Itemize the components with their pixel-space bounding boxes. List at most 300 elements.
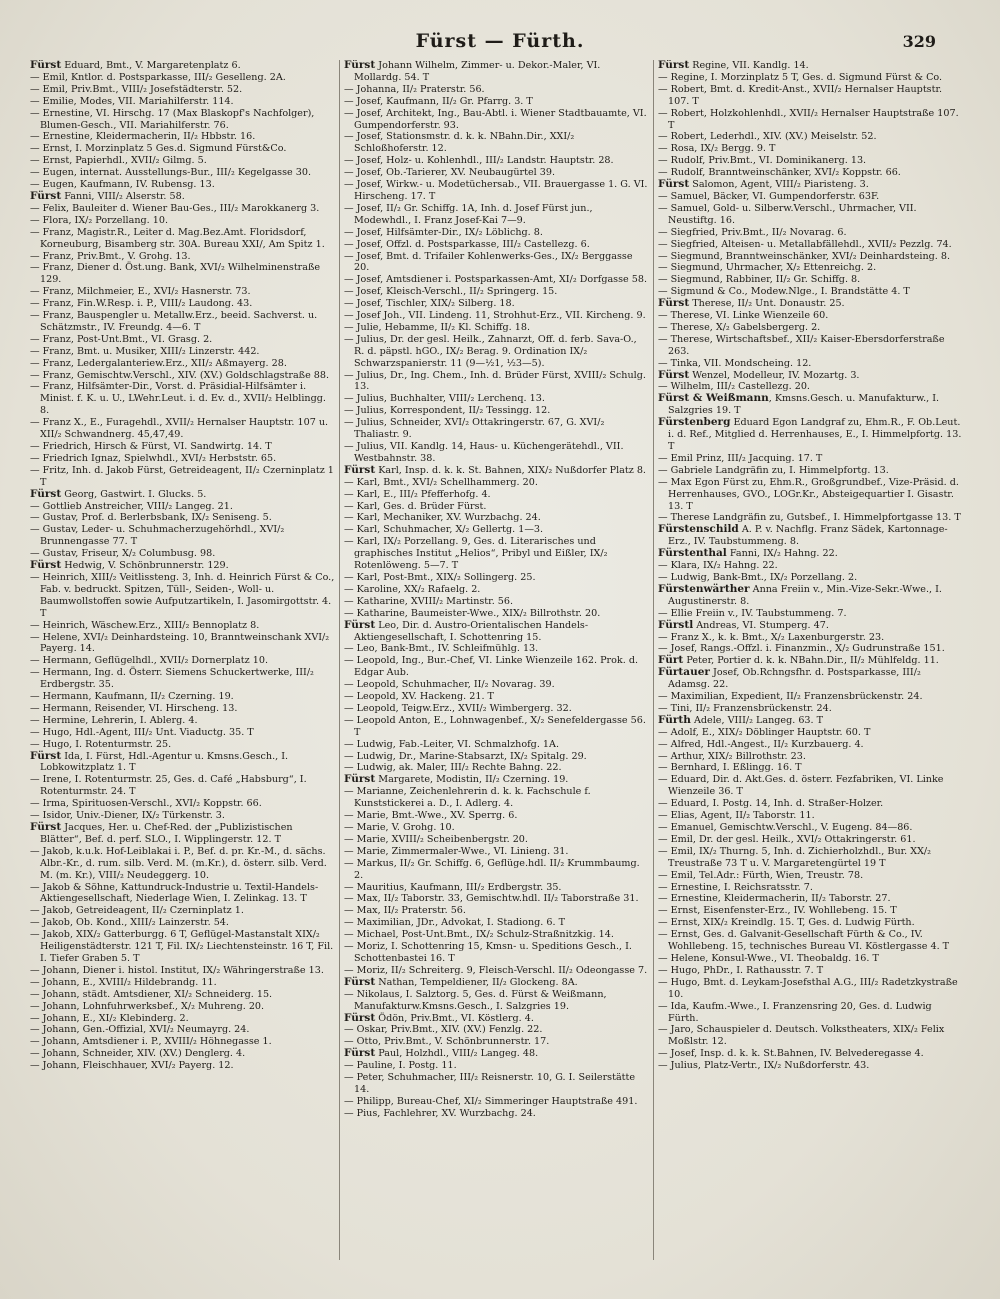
entry-text: — Josef, Architekt, Ing., Bau-Abtl. i. Wiener Stadtbauamte, VI. Gumpendorferstr. 93.	[344, 107, 647, 131]
directory-entry	[30, 739, 335, 751]
entry-text: — Gustav, Friseur, X/₂ Columbusg. 98.	[30, 548, 216, 560]
entry-text: — Friedrich Ignaz, Spielwhdl., XVI/₂ Herbststr. 65.	[30, 452, 277, 464]
directory-entry	[30, 620, 335, 632]
directory-entry	[30, 84, 335, 96]
directory-entry	[30, 703, 335, 715]
directory-entry	[344, 917, 649, 929]
entry-text: — Robert, Holzkohlenhdl., XVII/₂ Hernalser Hauptstraße 107. T	[658, 107, 959, 131]
directory-entry	[658, 1001, 964, 1025]
entry-text: — Leo, Bank-Bmt., IV. Schleifmühlg. 13.	[344, 643, 539, 655]
entry-text: — Josef, Bmt. d. Trifailer Kohlenwerks-Ges., IX/₂ Berggasse 20.	[344, 250, 633, 274]
entry-text: — Leopold, Teigw.Erz., XVII/₂ Wimbergerg. 32.	[344, 702, 572, 714]
entry-text: — Bernhard, I. Eßlingg. 16. T	[658, 762, 802, 774]
directory-entry	[344, 679, 649, 691]
directory-entry	[344, 715, 649, 739]
directory-entry	[658, 810, 964, 822]
directory-entry	[658, 108, 964, 132]
directory-entry	[344, 1036, 649, 1048]
entry-text: Karl, Insp. d. k. k. St. Bahnen, XIX/₂ Nußdorfer Platz 8.	[375, 464, 646, 476]
entry-text: Ida, I. Fürst, Hdl.-Agentur u. Kmsns.Gesch., I. Lobkowitzplatz 1. T	[40, 750, 289, 774]
entry-text: — Ernst, Papierhdl., XVII/₂ Gilmg. 5.	[30, 155, 207, 167]
entry-text: — Max Egon Fürst zu, Ehm.R., Großgrundbef., Vize-Präsid. d. Herrenhauses, GVO., LOGr.Kr., Absteigequartier I. Gisastr. 13. T	[658, 476, 959, 512]
entry-text: — Michael, Post-Unt.Bmt., IX/₂ Schulz-Straßnitzkig. 14.	[344, 929, 614, 941]
entry-text: — Hermann, Ing. d. Österr. Siemens Schuckertwerke, III/₂ Erdbergstr. 35.	[30, 667, 314, 691]
entry-surname: Fürstenberg	[658, 416, 731, 429]
entry-text: — Samuel, Gold- u. Silberw.Verschl., Uhrmacher, VII. Neustiftg. 16.	[658, 202, 917, 226]
entry-text: — Julius, Korrespondent, II/₂ Tessingg. 12.	[344, 405, 551, 417]
directory-entry	[344, 405, 649, 417]
directory-entry	[658, 560, 964, 572]
entry-text: — Emilie, Modes, VII. Mariahilferstr. 114.	[30, 95, 234, 107]
directory-entry	[344, 1013, 649, 1025]
entry-text: — Franz, Gemischtw.Verschl., XIV. (XV.) Goldschlagstraße 88.	[30, 369, 330, 381]
entry-text: — Therese Landgräfin zu, Gutsbef., I. Himmelpfortgasse 13. T	[658, 512, 961, 524]
entry-text: — Josef, Kaufmann, II/₂ Gr. Pfarrg. 3. T	[344, 95, 533, 107]
entry-text: — Felix, Bauleiter d. Wiener Bau-Ges., III/₂ Marokkanerg 3.	[30, 202, 320, 214]
entry-text: — Otto, Priv.Bmt., V. Schönbrunnerstr. 17.	[344, 1036, 550, 1048]
column-middle	[340, 60, 654, 1260]
directory-entry	[344, 334, 649, 370]
directory-entry	[344, 203, 649, 227]
entry-text: — Julie, Hebamme, II/₂ Kl. Schiffg. 18.	[344, 321, 531, 333]
directory-entry	[344, 762, 649, 774]
directory-entry	[30, 227, 335, 251]
directory-entry	[344, 572, 649, 584]
entry-text: — Julius, Buchhalter, VIII/₂ Lerchenq. 13.	[344, 393, 545, 405]
directory-entry	[658, 1024, 964, 1048]
entry-text: — Josef, II/₂ Gr. Schiffg. 1A, Inh. d. Josef Fürst jun., Modewhdl., I. Franz Josef-Kai 7—9.	[344, 202, 593, 226]
directory-entry	[658, 370, 964, 382]
entry-text: — Ernst, Eisenfenster-Erz., IV. Wohllebeng. 15. T	[658, 905, 897, 917]
entry-text: — Marie, XVIII/₂ Scheibenbergstr. 20.	[344, 833, 528, 845]
entry-text: — Karoline, XX/₂ Rafaelg. 2.	[344, 583, 481, 595]
entry-text: — Karl, E., III/₂ Pfefferhofg. 4.	[344, 488, 491, 500]
entry-text: — Gustav, Leder- u. Schuhmacherzugehörhdl., XVI/₂ Brunnengasse 77. T	[30, 524, 285, 548]
entry-text: — Marie, V. Grohg. 10.	[344, 822, 455, 833]
entry-text: — Johann, Lohnfuhrwerksbef., X/₂ Muhreng. 20.	[30, 1000, 265, 1012]
directory-entry	[344, 501, 649, 513]
directory-columns	[26, 60, 968, 1260]
entry-text: Nathan, Tempeldiener, II/₂ Glockeng. 8A.	[375, 976, 578, 988]
entry-text: — Irma, Spirituosen-Verschl., XVI/₂ Koppstr. 66.	[30, 798, 262, 810]
directory-entry	[30, 798, 335, 810]
entry-text: — Siegmund, Rabbiner, II/₂ Gr. Schiffg. 8.	[658, 274, 861, 286]
directory-entry	[30, 251, 335, 263]
entry-text: — Josef, Tischler, XIX/₂ Silberg. 18.	[344, 298, 515, 310]
entry-text: — Johanna, II/₂ Praterstr. 56.	[344, 83, 485, 95]
entry-text: — Eugen, Kaufmann, IV. Rubensg. 13.	[30, 179, 215, 191]
entry-surname: Fürt	[658, 654, 684, 667]
entry-text: — Siegmund, Uhrmacher, X/₂ Ettenreichg. 2.	[658, 262, 877, 274]
directory-entry	[658, 298, 964, 310]
directory-entry	[30, 370, 335, 382]
entry-text: — Therese, VI. Linke Wienzeile 60.	[658, 310, 829, 322]
directory-entry	[344, 179, 649, 203]
entry-text: — Jaro, Schauspieler d. Deutsch. Volkstheaters, XIX/₂ Felix Moßlstr. 12.	[658, 1024, 945, 1048]
entry-text: — Emanuel, Gemischtw.Verschl., V. Eugeng. 84—86.	[658, 822, 913, 833]
directory-entry	[658, 977, 964, 1001]
entry-text: — Elias, Agent, II/₂ Taborstr. 11.	[658, 810, 815, 822]
entry-text: — Emil, Kntlor. d. Postsparkasse, III/₂ Geselleng. 2A.	[30, 71, 286, 83]
directory-entry	[658, 929, 964, 953]
entry-text: — Johann, Fleischhauer, XVI/₂ Payerg. 12.	[30, 1060, 234, 1072]
entry-text: — Maximilian, Expedient, II/₂ Franzensbrückenstr. 24.	[658, 691, 923, 703]
directory-entry	[658, 310, 964, 322]
entry-text: — Josef, Holz- u. Kohlenhdl., III/₂ Landstr. Hauptstr. 28.	[344, 155, 614, 167]
directory-entry	[658, 715, 964, 727]
entry-text: — Regine, I. Morzinplatz 5 T, Ges. d. Sigmund Fürst & Co.	[658, 71, 943, 83]
directory-entry	[30, 381, 335, 417]
directory-entry	[658, 965, 964, 977]
entry-text: — Emil Prinz, III/₂ Jacquing. 17. T	[658, 452, 823, 464]
directory-entry	[30, 667, 335, 691]
directory-entry	[30, 524, 335, 548]
directory-entry	[30, 346, 335, 358]
directory-entry	[344, 822, 649, 834]
entry-text: — Marie, Bmt.-Wwe., XV. Sperrg. 6.	[344, 810, 518, 822]
entry-text: — Eduard, I. Postg. 14, Inh. d. Straßer-Holzer.	[658, 798, 884, 810]
entry-text: — Ellie Freiin v., IV. Taubstummeng. 7.	[658, 607, 847, 619]
directory-entry	[658, 227, 964, 239]
directory-entry	[344, 858, 649, 882]
entry-text: — Helene, XVI/₂ Deinhardsteing. 10, Branntweinschank XVI/₂ Payerg. 14.	[30, 631, 330, 655]
entry-surname: Fürst	[658, 178, 690, 191]
directory-entry	[344, 596, 649, 608]
entry-text: Margarete, Modistin, II/₂ Czerning. 19.	[375, 774, 569, 786]
directory-entry	[30, 715, 335, 727]
entry-text: — Markus, II/₂ Gr. Schiffg. 6, Geflüge.hdl. II/₂ Krummbaumg. 2.	[344, 857, 640, 881]
directory-entry	[658, 1048, 964, 1060]
directory-entry	[658, 739, 964, 751]
directory-entry	[344, 1072, 649, 1096]
directory-entry	[344, 882, 649, 894]
entry-text: — Irene, I. Rotenturmstr. 25, Ges. d. Café „Habsburg“, I. Rotenturmstr. 24. T	[30, 774, 307, 798]
entry-surname: Fürstl	[658, 618, 694, 631]
entry-text: — Adolf, E., XIX/₂ Döblinger Hauptstr. 60. T	[658, 726, 871, 738]
directory-entry	[658, 608, 964, 620]
entry-text: — Eugen, internat. Ausstellungs-Bur., III/₂ Kegelgasse 30.	[30, 167, 312, 179]
directory-entry	[344, 703, 649, 715]
entry-text: — Isidor, Univ.-Diener, IX/₂ Türkenstr. 3.	[30, 810, 225, 822]
entry-text: — Johann, Schneider, XIV. (XV.) Denglerg. 4.	[30, 1048, 246, 1060]
directory-entry	[30, 905, 335, 917]
directory-entry	[30, 548, 335, 560]
entry-text: — Marie, Zimmermaler-Wwe., VI. Linieng. 31.	[344, 845, 569, 857]
entry-text: Andreas, VI. Stumperg. 47.	[693, 619, 829, 631]
entry-text: — Jakob, Ob. Kond., XIII/₂ Lainzerstr. 54.	[30, 917, 229, 929]
directory-entry	[344, 691, 649, 703]
entry-surname: Fürst	[30, 821, 62, 833]
directory-entry	[30, 60, 335, 72]
entry-text: — Samuel, Bäcker, VI. Gumpendorferstr. 63F.	[658, 190, 880, 202]
entry-text: Regine, VII. Kandlg. 14.	[689, 60, 809, 71]
directory-entry	[658, 584, 964, 608]
directory-entry	[30, 1024, 335, 1036]
entry-text: — Ernestine, VI. Hirschg. 17 (Max Blaskopf's Nachfolger), Blumen-Gesch., VII. Mariahilferstr. 76.	[30, 107, 315, 131]
directory-entry	[658, 191, 964, 203]
directory-entry	[30, 1001, 335, 1013]
entry-surname: Fürst	[344, 773, 376, 786]
entry-text: — Friedrich, Hirsch & Fürst, VI. Sandwirtg. 14. T	[30, 441, 272, 452]
entry-surname: Fürst	[30, 189, 62, 202]
entry-text: — Jakob & Söhne, Kattundruck-Industrie u. Textil-Handels-Aktiengesellschaft, Niederlage Wien, I. Zelinkag. 13. T	[30, 881, 319, 905]
directory-entry	[658, 393, 964, 417]
directory-entry	[658, 334, 964, 358]
directory-entry	[344, 393, 649, 405]
entry-text: — Hugo, Bmt. d. Leykam-Josefsthal A.G., III/₂ Radetzkystraße 10.	[658, 976, 958, 1000]
directory-entry	[30, 96, 335, 108]
directory-entry	[30, 1036, 335, 1048]
directory-entry	[658, 667, 964, 691]
directory-entry	[344, 298, 649, 310]
directory-entry	[344, 655, 649, 679]
directory-entry	[30, 262, 335, 286]
entry-text: — Franz, Magistr.R., Leiter d. Mag.Bez.Amt. Floridsdorf, Korneuburg, Bisamberg str. 30A. Bureau XXI/, Am Spitz 1.	[30, 226, 325, 250]
directory-entry	[344, 846, 649, 858]
directory-entry	[658, 691, 964, 703]
directory-entry	[30, 203, 335, 215]
entry-surname: Fürst	[658, 60, 690, 71]
directory-entry	[658, 179, 964, 191]
directory-entry	[30, 155, 335, 167]
entry-text: — Hermann, Kaufmann, II/₂ Czerning. 19.	[30, 691, 234, 703]
directory-entry	[344, 739, 649, 751]
entry-surname: Fürstenthal	[658, 547, 727, 560]
entry-text: , Kmsns.Gesch. u. Manufakturw., I. Salzgries 19. T	[668, 393, 940, 417]
directory-entry	[658, 322, 964, 334]
directory-entry	[344, 512, 649, 524]
entry-text: — Moriz, II/₂ Schreiterg. 9, Fleisch-Verschl. II/₂ Odeongasse 7.	[344, 964, 648, 976]
entry-text: — Franz, Bmt. u. Musiker, XIII/₂ Linzerstr. 442.	[30, 345, 260, 357]
entry-text: — Ernestine, I. Reichsratsstr. 7.	[658, 881, 813, 893]
entry-text: — Jakob, Getreideagent, II/₂ Czerninplatz 1.	[30, 905, 244, 917]
directory-entry	[344, 60, 649, 84]
directory-entry	[344, 227, 649, 239]
directory-entry	[658, 798, 964, 810]
entry-text: — Helene, Konsul-Wwe., VI. Theobaldg. 16. T	[658, 952, 879, 964]
entry-surname: Fürtauer	[658, 666, 710, 679]
entry-text: — Jakob, XIX/₂ Gatterburgg. 6 T, Geflügel-Mastanstalt XIX/₂ Heiligenstädterstr. 121 T, Fil. IX/₂ Liechtensteinstr. 16 T, Fil. I. Tiefer Graben 5. T	[30, 929, 334, 964]
directory-entry	[344, 477, 649, 489]
entry-text: — Emil, IX/₂ Thurng. 5, Inh. d. Zichierholzhdl., Bur. XX/₂ Treustraße 73 T u. V. Margaretengürtel 19 T	[658, 845, 932, 869]
directory-entry	[658, 167, 964, 179]
directory-entry	[658, 453, 964, 465]
directory-entry	[658, 905, 964, 917]
directory-entry	[658, 893, 964, 905]
directory-entry	[658, 643, 964, 655]
entry-text: — Oskar, Priv.Bmt., XIV. (XV.) Fenzlg. 22.	[344, 1024, 543, 1036]
directory-entry	[30, 72, 335, 84]
directory-entry	[344, 84, 649, 96]
entry-surname: Fürst	[344, 463, 376, 476]
directory-entry	[30, 655, 335, 667]
directory-entry	[344, 977, 649, 989]
directory-entry	[344, 465, 649, 477]
directory-entry	[30, 298, 335, 310]
entry-text: Johann Wilhelm, Zimmer- u. Dekor.-Maler, VI. Mollardg. 54. T	[354, 60, 601, 83]
entry-text: Salomon, Agent, VIII/₂ Piaristeng. 3.	[689, 179, 869, 191]
entry-text: — Max, II/₂ Taborstr. 33, Gemischtw.hdl. II/₂ Taborstraße 31.	[344, 893, 639, 905]
entry-text: Therese, II/₂ Unt. Donaustr. 25.	[689, 298, 845, 310]
directory-entry	[658, 131, 964, 143]
directory-entry	[344, 929, 649, 941]
entry-surname: Fürst & Weißmann	[658, 392, 769, 405]
directory-entry	[658, 953, 964, 965]
entry-text: Josef, Ob.Rchngsfhr. d. Postsparkasse, III/₂ Adamsg. 22.	[668, 667, 921, 691]
directory-entry	[30, 1048, 335, 1060]
entry-text: — Karl, Post-Bmt., XIX/₂ Sollingerg. 25.	[344, 571, 536, 583]
directory-entry	[344, 893, 649, 905]
directory-entry	[30, 512, 335, 524]
entry-text: — Franz, Milchmeier, E., XVI/₂ Hasnerstr. 73.	[30, 286, 251, 298]
entry-surname: Fürst	[344, 1011, 376, 1024]
entry-text: — Gustav, Prof. d. Berlerbsbank, IX/₂ Seniseng. 5.	[30, 512, 272, 524]
entry-text: — Franz, Priv.Bmt., V. Grohg. 13.	[30, 250, 191, 262]
directory-entry	[30, 489, 335, 501]
entry-text: — Leopold Anton, E., Lohnwagenbef., X/₂ Senefeldergasse 56. T	[344, 714, 646, 738]
directory-entry	[30, 632, 335, 656]
entry-text: — Julius, Dr., Ing. Chem., Inh. d. Brüder Fürst, XVIII/₂ Schulg. 13.	[344, 369, 646, 393]
directory-entry	[658, 262, 964, 274]
entry-text: — Franz, Hilfsämter-Dir., Vorst. d. Präsidial-Hilfsämter i. Minist. f. K. u. U., LWehr.Leut. i. d. Ev. d., XVII/₂ Helblingg. 8.	[30, 381, 326, 417]
directory-entry	[344, 608, 649, 620]
entry-surname: Fürst	[30, 60, 62, 71]
entry-text: — Josef Joh., VII. Lindeng. 11, Strohhut-Erz., VII. Kircheng. 9.	[344, 310, 646, 322]
entry-text: — Ludwig, Bank-Bmt., IX/₂ Porzellang. 2.	[658, 571, 858, 583]
directory-entry	[30, 179, 335, 191]
directory-entry	[30, 929, 335, 965]
entry-text: — Franz, Bauspengler u. Metallw.Erz., beeid. Sachverst. u. Schätzmstr., IV. Freundg. 4—6. T	[30, 310, 318, 333]
directory-entry	[30, 751, 335, 775]
entry-text: — Katharine, XVIII/₂ Martinstr. 56.	[344, 595, 514, 607]
directory-entry	[344, 1060, 649, 1072]
directory-entry	[30, 691, 335, 703]
entry-text: — Franz, Post-Unt.Bmt., VI. Grasg. 2.	[30, 333, 213, 345]
directory-entry	[344, 1048, 649, 1060]
entry-text: — Robert, Lederhdl., XIV. (XV.) Meiselstr. 52.	[658, 131, 877, 143]
directory-entry	[658, 251, 964, 263]
directory-entry	[658, 834, 964, 846]
entry-text: — Nikolaus, I. Salztorg. 5, Ges. d. Fürst & Weißmann, Manufakturw.Kmsns.Gesch., I. Salzgries 19.	[344, 988, 607, 1012]
entry-text: — Robert, Bmt. d. Kredit-Anst., XVII/₂ Hernalser Hauptstr. 107. T	[658, 83, 943, 107]
directory-entry	[658, 358, 964, 370]
directory-entry	[658, 239, 964, 251]
directory-entry	[30, 882, 335, 906]
directory-entry	[344, 131, 649, 155]
entry-text: — Flora, IX/₂ Porzellang. 10.	[30, 214, 168, 226]
entry-surname: Fürstenschild	[658, 523, 739, 536]
directory-entry	[30, 1013, 335, 1025]
directory-entry	[30, 822, 335, 846]
entry-text: — Hermine, Lehrerin, I. Ablerg. 4.	[30, 714, 198, 726]
entry-text: — Heinrich, XIII/₂ Veitlissteng. 3, Inh. d. Heinrich Fürst & Co., Fab. v. bedruckt. Spitzen, Tüll-, Seiden-, Woll- u. Baumwollstoffen sowie Aufputzartikeln, I. Jasomirgottstr. 4. T	[30, 571, 335, 619]
entry-text: — Emil, Dr. der gesl. Heilk., XVI/₂ Ottakringerstr. 61.	[658, 833, 916, 845]
entry-text: — Leopold, Schuhmacher, II/₂ Novarag. 39.	[344, 679, 555, 691]
directory-entry	[658, 72, 964, 84]
entry-surname: Fürst	[344, 60, 376, 71]
page-number: 329	[902, 32, 936, 51]
directory-entry	[30, 1060, 335, 1072]
directory-entry	[30, 572, 335, 620]
entry-text: — Josef, Kleisch-Verschl., II/₂ Springerg. 15.	[344, 286, 558, 298]
directory-entry	[344, 941, 649, 965]
entry-surname: Fürth	[658, 713, 691, 726]
entry-text: — Maximilian, JDr., Advokat, I. Stadiong. 6. T	[344, 917, 565, 929]
directory-entry	[30, 441, 335, 453]
entry-text: Leo, Dir. d. Austro-Orientalischen Handels-Aktiengesellschaft, I. Schottenring 15.	[354, 619, 589, 643]
entry-text: — Franz, Ledergalanteriew.Erz., XII/₂ Aßmayerg. 28.	[30, 357, 287, 369]
directory-entry	[344, 1096, 649, 1108]
entry-text: — Julius, VII. Kandlg. 14, Haus- u. Küchengerätehdl., VII. Westbahnstr. 38.	[344, 441, 624, 464]
directory-entry	[30, 846, 335, 882]
directory-entry	[658, 727, 964, 739]
entry-text: — Rudolf, Branntweinschänker, XVI/₂ Koppstr. 66.	[658, 167, 901, 179]
directory-entry	[658, 286, 964, 298]
entry-text: — Karl, IX/₂ Porzellang. 9, Ges. d. Literarisches und graphisches Institut „Helios“, Pribyl und Eißler, IX/₂ Rotenlöweng. 5—7. T	[344, 536, 608, 572]
directory-entry	[344, 786, 649, 810]
directory-entry	[658, 882, 964, 894]
entry-text: Anna Freiin v., Min.-Vize-Sekr.-Wwe., I. Augustinerstr. 8.	[668, 583, 942, 607]
directory-entry	[30, 453, 335, 465]
entry-text: Peter, Portier d. k. k. NBahn.Dir., II/₂ Mühlfeldg. 11.	[683, 655, 939, 667]
entry-text: — Johann, Gen.-Offizial, XVI/₂ Neumayrg. 24.	[30, 1024, 250, 1036]
entry-text: — Tinka, VII. Mondscheing. 12.	[658, 357, 812, 369]
entry-text: — Julius, Platz-Vertr., IX/₂ Nußdorferstr. 43.	[658, 1060, 870, 1072]
entry-text: — Arthur, XIX/₂ Billrothstr. 23.	[658, 750, 806, 762]
entry-text: — Moriz, I. Schottenring 15, Kmsn- u. Speditions Gesch., I. Schottenbastei 16. T	[344, 941, 632, 964]
directory-entry	[30, 131, 335, 143]
entry-surname: Fürstenwärther	[658, 582, 750, 595]
directory-entry	[658, 846, 964, 870]
directory-entry	[30, 191, 335, 203]
directory-entry	[30, 989, 335, 1001]
entry-text: — Ludwig, Fab.-Leiter, VI. Schmalzhofg. 1A.	[344, 738, 560, 750]
entry-text: — Josef, Hilfsämter-Dir., IX/₂ Löblichg. 8.	[344, 226, 543, 238]
entry-text: — Johann, Diener i. histol. Institut, IX/₂ Währingerstraße 13.	[30, 964, 324, 976]
entry-text: Georg, Gastwirt. I. Glucks. 5.	[61, 488, 207, 500]
entry-text: — Rosa, IX/₂ Bergg. 9. T	[658, 143, 776, 155]
entry-text: — Siegfried, Alteisen- u. Metallabfällehdl., XVII/₂ Pezzlg. 74.	[658, 238, 952, 250]
entry-text: — Josef, Rangs.-Offzl. i. Finanzmin., X/₂ Gudrunstraße 151.	[658, 643, 945, 655]
directory-entry	[344, 965, 649, 977]
entry-text: Hedwig, V. Schönbrunnerstr. 129.	[61, 560, 229, 572]
entry-surname: Fürst	[30, 487, 62, 500]
entry-text: — Alfred, Hdl.-Angest., II/₂ Kurzbauerg. 4.	[658, 738, 864, 750]
entry-text: Paul, Holzhdl., VIII/₂ Langeg. 48.	[375, 1048, 539, 1060]
entry-text: — Julius, Schneider, XVI/₂ Ottakringerstr. 67, G. XVI/₂ Thaliastr. 9.	[344, 417, 605, 441]
entry-text: — Ernestine, Kleidermacherin, II/₂ Taborstr. 27.	[658, 893, 891, 905]
directory-entry	[30, 774, 335, 798]
directory-entry	[344, 1108, 649, 1120]
entry-text: — Ida, Kaufm.-Wwe., I. Franzensring 20, Ges. d. Ludwig Fürth.	[658, 1000, 932, 1024]
entry-text: — Marianne, Zeichenlehrerin d. k. k. Fachschule f. Kunststickerei a. D., I. Adlerg. 4.	[344, 786, 591, 810]
directory-entry	[658, 822, 964, 834]
entry-text: — Johann, E., XVIII/₂ Hildebrandg. 11.	[30, 976, 217, 988]
entry-text: — Josef, Amtsdiener i. Postsparkassen-Amt, XI/₂ Dorfgasse 58.	[344, 274, 648, 286]
directory-entry	[658, 751, 964, 763]
entry-text: — Josef, Ob.-Tarierer, XV. Neubaugürtel 39.	[344, 167, 556, 179]
entry-text: — Gabriele Landgräfin zu, I. Himmelpfortg. 13.	[658, 464, 889, 476]
directory-entry	[30, 143, 335, 155]
entry-text: — Philipp, Bureau-Chef, XI/₂ Simmeringer Hauptstraße 491.	[344, 1095, 638, 1107]
entry-text: — Josef, Wirkw.- u. Modetüchersab., VII. Brauergasse 1. G. VI. Hirscheng. 17. T	[344, 179, 648, 202]
directory-entry	[344, 322, 649, 334]
directory-entry	[344, 167, 649, 179]
entry-text: — Pius, Fachlehrer, XV. Wurzbachg. 24.	[344, 1107, 536, 1119]
entry-text: — Johann, städt. Amtsdiener, XI/₂ Schneiderg. 15.	[30, 988, 273, 1000]
directory-entry	[30, 167, 335, 179]
directory-entry	[658, 703, 964, 715]
